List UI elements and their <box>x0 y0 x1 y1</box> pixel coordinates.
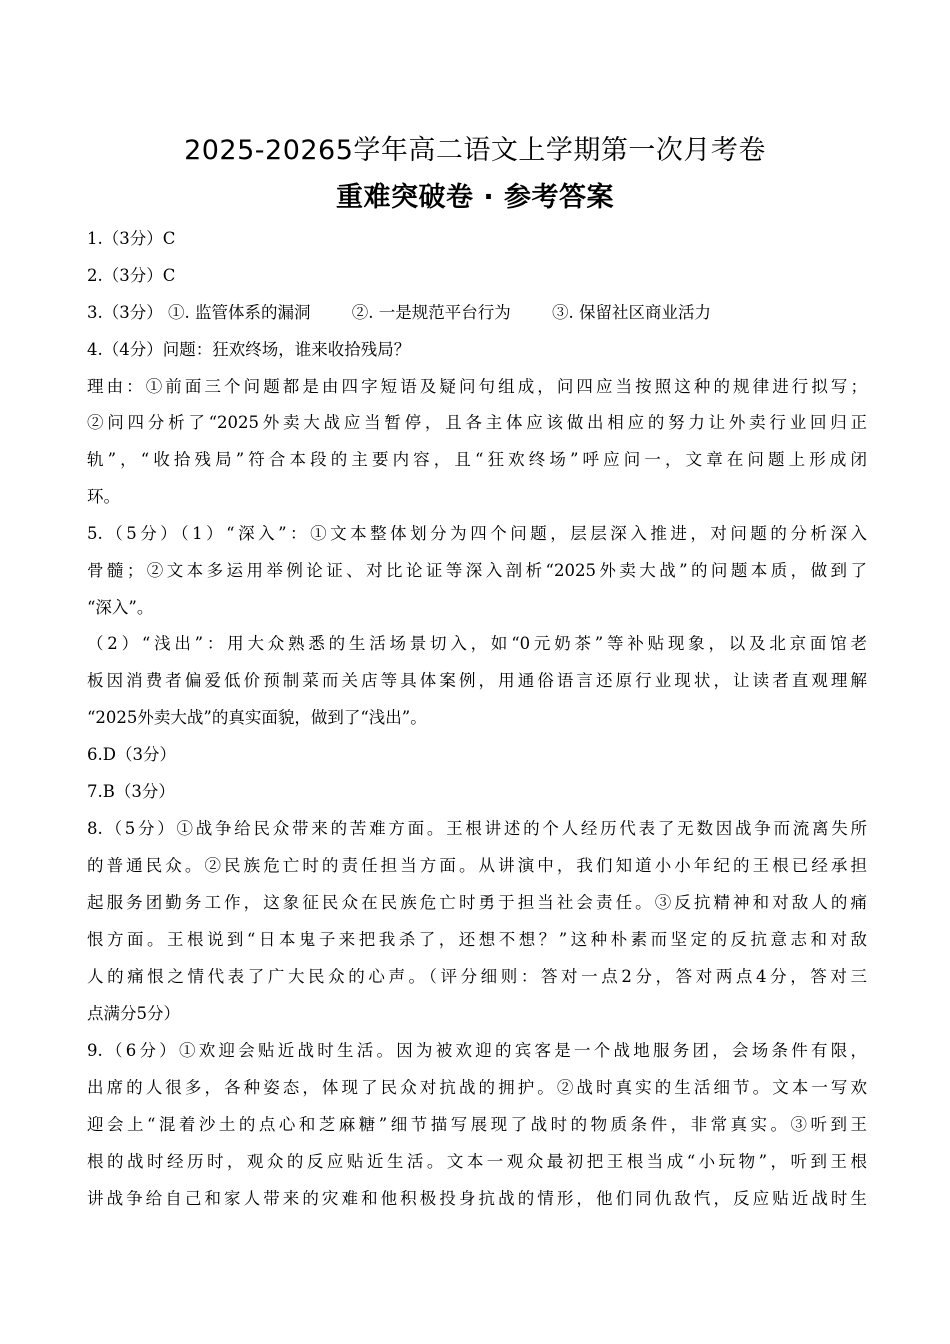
answer-q9-line-1: 9.（6分）①欢迎会贴近战时生活。因为被欢迎的宾客是一个战地服务团，会场条件有限， <box>87 1041 867 1060</box>
answer-q5-line-5: 板因消费者偏爱低价预制菜而关店等具体案例，用通俗语言还原行业现状，让读者直观理解 <box>87 671 867 690</box>
answer-q4-line-3: ②问四分析了“2025外卖大战应当暂停，且各主体应该做出相应的努力让外卖行业回归正 <box>87 413 867 432</box>
answer-q7: 7.B（3分） <box>87 782 175 801</box>
answer-q9-line-5: 讲战争给自己和家人带来的灾难和他积极投身抗战的情形，他们同仇敌忾，反应贴近战时生 <box>87 1189 867 1208</box>
answer-q3-item-1: ①. 监管体系的漏洞 <box>168 303 311 322</box>
answer-q6: 6.D（3分） <box>87 745 176 764</box>
answer-q3-label: 3.（3分） <box>87 303 163 322</box>
answer-q8-line-4: 恨方面。王根说到“日本鬼子来把我杀了，还想不想？”这种朴素而坚定的反抗意志和对敌 <box>87 930 867 949</box>
answer-q4-line-4: 轨”，“收拾残局”符合本段的主要内容，且“狂欢终场”呼应问一，文章在问题上形成闭 <box>87 450 867 469</box>
answer-q3 <box>87 303 867 323</box>
answer-q3-item-3: ③. 保留社区商业活力 <box>552 303 711 322</box>
answer-q3-item-2: ②. 一是规范平台行为 <box>351 303 511 322</box>
answer-q8-line-2: 的普通民众。②民族危亡时的责任担当方面。从讲演中，我们知道小小年纪的王根已经承担 <box>87 856 867 875</box>
answer-q5-line-4: （2）“浅出”：用大众熟悉的生活场景切入，如“0元奶茶”等补贴现象，以及北京面馆老 <box>87 634 867 653</box>
answer-q4-line-5: 环。 <box>87 487 120 506</box>
answer-q2: 2.（3分）C <box>87 266 176 285</box>
answer-q5-line-3: “深入”。 <box>87 598 154 617</box>
answer-q5-line-1: 5.（5分）（1）“深入”：①文本整体划分为四个问题，层层深入推进，对问题的分析深入 <box>87 524 867 543</box>
answer-q9-line-3: 迎会上“混着沙土的点心和芝麻糖”细节描写展现了战时的物质条件，非常真实。③听到王 <box>87 1115 867 1134</box>
answer-q5-line-2: 骨髓；②文本多运用举例论证、对比论证等深入剖析“2025外卖大战”的问题本质，做到了 <box>87 561 867 580</box>
answer-q8-line-3: 起服务团勤务工作，这象征民众在民族危亡时勇于担当社会责任。③反抗精神和对敌人的痛 <box>87 893 867 912</box>
answer-q8-line-6: 点满分5分） <box>87 1004 180 1023</box>
answer-q8-line-1: 8.（5分）①战争给民众带来的苦难方面。王根讲述的个人经历代表了无数因战争而流离失所 <box>87 819 867 838</box>
answer-q9-line-2: 出席的人很多，各种姿态，体现了民众对抗战的拥护。②战时真实的生活细节。文本一写欢 <box>87 1078 867 1097</box>
answer-q4-line-1: 4.（4分）问题：狂欢终场，谁来收拾残局？ <box>87 340 411 359</box>
answer-q8-line-5: 人的痛恨之情代表了广大民众的心声。（评分细则：答对一点2分，答对两点4分，答对三 <box>87 967 867 986</box>
answer-q4-line-2: 理由：①前面三个问题都是由四字短语及疑问句组成，问四应当按照这种的规律进行拟写； <box>87 377 867 396</box>
answer-q1: 1.（3分）C <box>87 229 176 248</box>
answer-q9-line-4: 根的战时经历时，观众的反应贴近生活。文本一观众最初把王根当成“小玩物”，听到王根 <box>87 1152 867 1171</box>
answer-q5-line-6: “2025外卖大战”的真实面貌，做到了“浅出”。 <box>87 708 427 727</box>
exam-title: 2025-20265学年高二语文上学期第一次月考卷 <box>184 135 766 166</box>
exam-subtitle: 重难突破卷 · 参考答案 <box>335 182 615 213</box>
